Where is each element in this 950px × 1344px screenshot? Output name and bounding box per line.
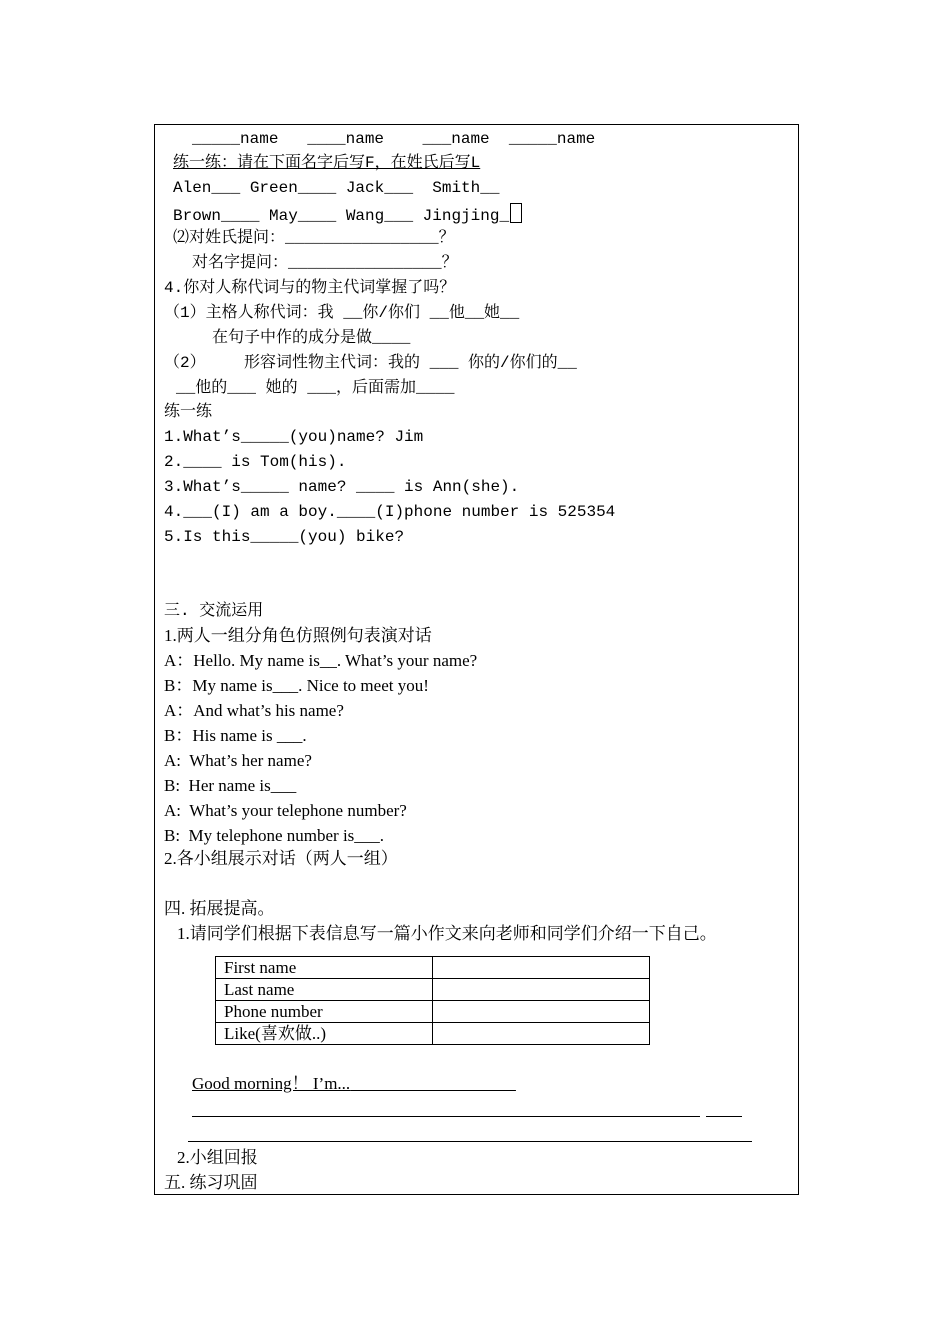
practice2-title: 练一练 <box>164 403 213 421</box>
table-row <box>216 957 650 979</box>
writing-line <box>192 1116 700 1117</box>
section3-task2: 2.各小组展示对话（两人一组） <box>164 849 398 868</box>
self-intro-table <box>215 956 650 1045</box>
dialogue-line: A: What’s your telephone number? <box>164 801 407 820</box>
dialogue-line: B: My telephone number is___. <box>164 826 385 845</box>
table-label-cell: Last name <box>216 979 433 1001</box>
practice1-row1: Alen___ Green____ Jack___ Smith__ <box>173 179 500 197</box>
section5-title: 五. 练习巩固 <box>164 1173 258 1192</box>
ask-given-name: 对名字提问：________________？ <box>192 254 458 272</box>
missing-glyph-box <box>510 203 522 223</box>
dialogue-line: B：His name is ___. <box>164 726 307 745</box>
section3-task1: 1.两人一组分角色仿照例句表演对话 <box>164 626 432 645</box>
q4-subject-pronouns: （1）主格人称代词：我 __你/你们 __他__她__ <box>164 304 520 322</box>
dialogue-line: B：My name is___. Nice to meet you! <box>164 676 429 695</box>
q4-subject-role: 在句子中作的成分是做____ <box>212 329 411 347</box>
practice2-item: 2.____ is Tom(his). <box>164 453 347 471</box>
section4-task1: 1.请同学们根据下表信息写一篇小作文来向老师和同学们介绍一下自己。 <box>177 924 717 943</box>
table-label-cell: Phone number <box>216 1001 433 1023</box>
section4-title: 四. 拓展提高。 <box>164 899 275 918</box>
practice1-title: 练一练：请在下面名字后写F，在姓氏后写L <box>173 154 481 172</box>
table-row <box>216 979 650 1001</box>
table-label-cell: Like(喜欢做..) <box>216 1023 433 1045</box>
q4-possessive-line2: __他的___ 她的 ___，后面需加____ <box>176 379 455 397</box>
q4-possessive-line: （2） 形容词性物主代词：我的 ___ 你的/你们的__ <box>164 354 577 372</box>
practice2-item: 1.What’s_____(you)name? Jim <box>164 428 424 446</box>
writing-line <box>188 1141 752 1142</box>
table-row <box>216 1023 650 1045</box>
table-value-cell[interactable] <box>433 957 650 979</box>
practice2-item: 4.___(I) am a boy.____(I)phone number is 525354 <box>164 503 616 521</box>
table-value-cell[interactable] <box>433 979 650 1001</box>
practice2-item: 3.What’s_____ name? ____ is Ann(she). <box>164 478 520 496</box>
q4-title: 4.你对人称代词与的物主代词掌握了吗？ <box>164 279 456 297</box>
practice1-row2: Brown____ May____ Wang___ Jingjing_ <box>173 203 522 226</box>
dialogue-line: A：And what’s his name? <box>164 701 344 720</box>
table-value-cell[interactable] <box>433 1001 650 1023</box>
dialogue-line: A: What’s her name? <box>164 751 312 770</box>
name-row: _____name ____name ___name _____name <box>192 130 596 148</box>
section3-title: 三. 交流运用 <box>164 602 264 620</box>
practice2-item: 5.Is this_____(you) bike? <box>164 528 405 546</box>
table-label-cell: First name <box>216 957 433 979</box>
dialogue-line: B: Her name is___ <box>164 776 297 795</box>
ask-surname: ⑵对姓氏提问：________________？ <box>173 229 455 247</box>
table-value-cell[interactable] <box>433 1023 650 1045</box>
dialogue-line: A：Hello. My name is__. What’s your name? <box>164 651 478 670</box>
table-row <box>216 1001 650 1023</box>
writing-line <box>706 1116 742 1117</box>
writing-start: Good morning！ I’m... <box>192 1074 351 1093</box>
section4-task2: 2.小组回报 <box>177 1148 258 1167</box>
